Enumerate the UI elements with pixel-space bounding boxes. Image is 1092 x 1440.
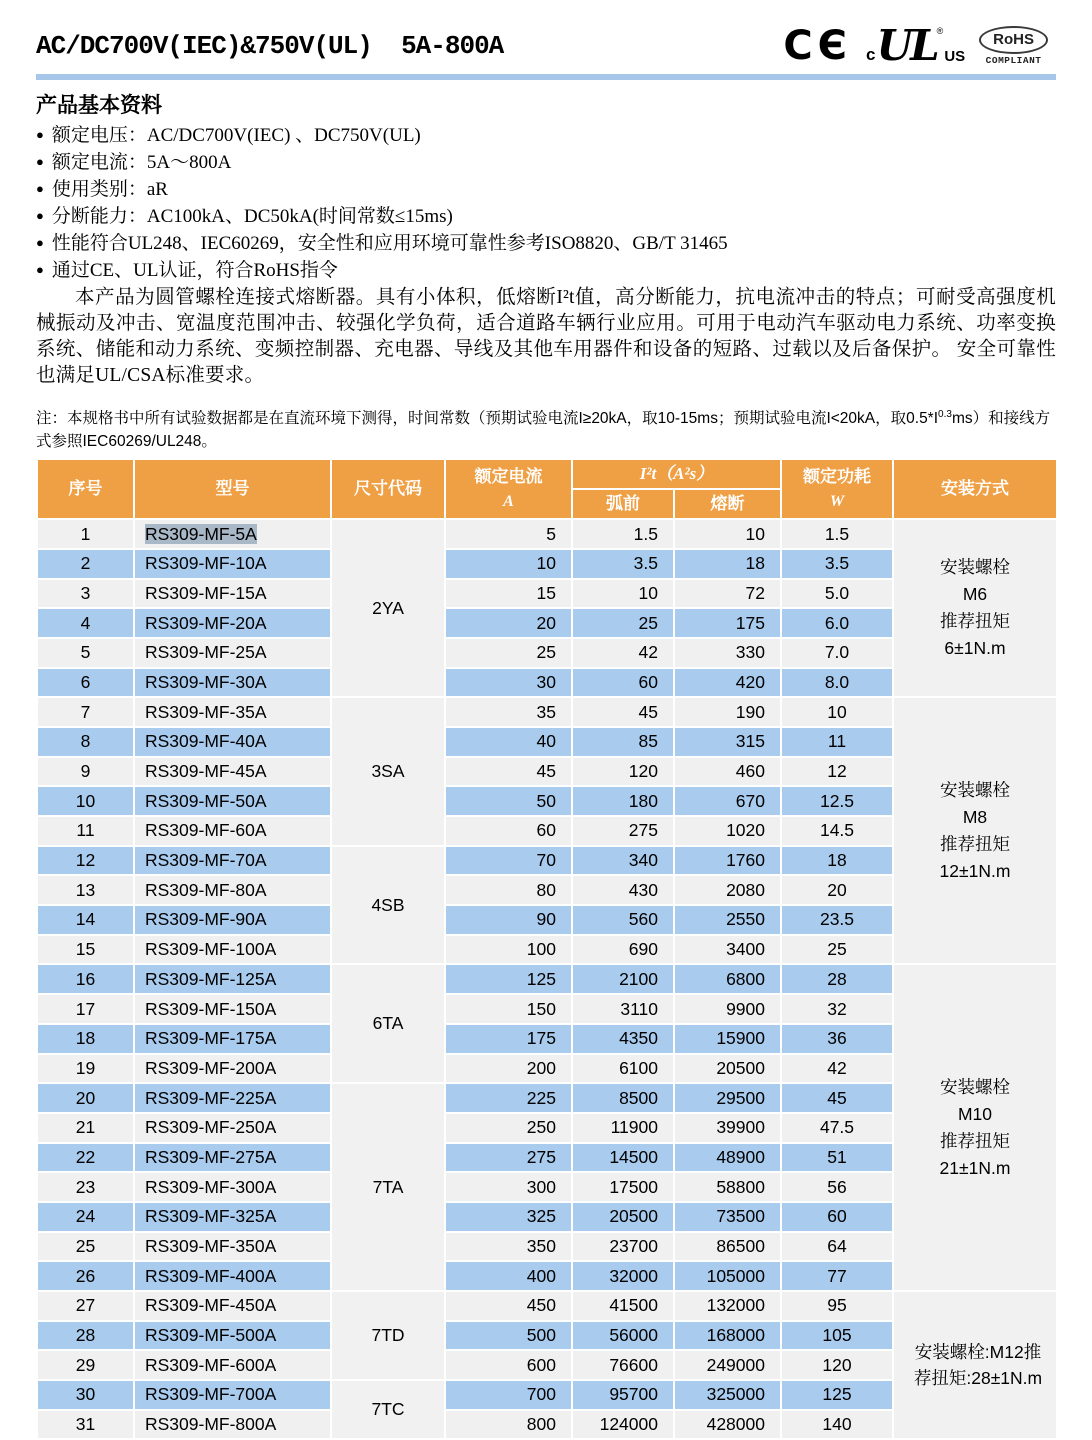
prearcing-i2t-cell: 32000 bbox=[572, 1261, 674, 1291]
rated-current-cell: 40 bbox=[445, 727, 572, 757]
melting-i2t-cell: 175 bbox=[674, 608, 781, 638]
list-item bbox=[36, 177, 1056, 204]
rated-power-cell: 28 bbox=[781, 964, 893, 994]
serial-cell: 29 bbox=[37, 1350, 134, 1380]
melting-i2t-cell: 2550 bbox=[674, 905, 781, 935]
melting-i2t-cell: 3400 bbox=[674, 935, 781, 965]
col-header-melting: 熔断 bbox=[674, 489, 781, 519]
model-cell bbox=[134, 1261, 331, 1291]
mounting-line: 安装螺栓 bbox=[940, 557, 1010, 578]
model-cell bbox=[134, 905, 331, 935]
prearcing-i2t-cell: 3.5 bbox=[572, 549, 674, 579]
rated-power-cell: 45 bbox=[781, 1083, 893, 1113]
melting-i2t-cell: 10 bbox=[674, 519, 781, 549]
melting-i2t-cell: 72 bbox=[674, 579, 781, 609]
model-text: RS309-MF-15A bbox=[145, 582, 267, 603]
serial-cell: 28 bbox=[37, 1321, 134, 1351]
rated-current-cell: 10 bbox=[445, 549, 572, 579]
serial-cell: 15 bbox=[37, 935, 134, 965]
mounting-line: 12±1N.m bbox=[939, 860, 1011, 881]
serial-cell: 16 bbox=[37, 964, 134, 994]
melting-i2t-cell: 15900 bbox=[674, 1024, 781, 1054]
rohs-compliant-icon: RoHS COMPLIANT bbox=[979, 26, 1048, 66]
prearcing-i2t-cell: 60 bbox=[572, 668, 674, 698]
rated-power-cell: 56 bbox=[781, 1172, 893, 1202]
model-cell bbox=[134, 786, 331, 816]
rated-current-cell: 100 bbox=[445, 935, 572, 965]
prearcing-i2t-cell: 14500 bbox=[572, 1143, 674, 1173]
melting-i2t-cell: 6800 bbox=[674, 964, 781, 994]
model-text: RS309-MF-20A bbox=[145, 612, 267, 633]
list-item bbox=[36, 231, 1056, 258]
spec-table bbox=[36, 458, 1058, 1440]
rated-power-cell: 32 bbox=[781, 994, 893, 1024]
rated-current-cell: 325 bbox=[445, 1202, 572, 1232]
serial-cell: 1 bbox=[37, 519, 134, 549]
melting-i2t-cell: 460 bbox=[674, 757, 781, 787]
melting-i2t-cell: 18 bbox=[674, 549, 781, 579]
rated-current-cell: 400 bbox=[445, 1261, 572, 1291]
model-cell bbox=[134, 1024, 331, 1054]
model-text: RS309-MF-275A bbox=[145, 1146, 277, 1167]
model-text: RS309-MF-300A bbox=[145, 1176, 277, 1197]
col-header-rated-current: 额定电流 A bbox=[445, 459, 572, 519]
spec-table-body bbox=[37, 519, 1057, 1439]
model-cell bbox=[134, 757, 331, 787]
model-cell bbox=[134, 1143, 331, 1173]
list-item bbox=[36, 150, 1056, 177]
list-item bbox=[36, 123, 1056, 150]
model-cell bbox=[134, 1172, 331, 1202]
size-code-cell: 7TC bbox=[331, 1380, 445, 1439]
prearcing-i2t-cell: 1.5 bbox=[572, 519, 674, 549]
model-cell bbox=[134, 875, 331, 905]
serial-cell: 23 bbox=[37, 1172, 134, 1202]
bullet-text: 通过CE、UL认证，符合RoHS指令 bbox=[51, 260, 338, 281]
model-text: RS309-MF-325A bbox=[145, 1206, 277, 1227]
serial-cell: 27 bbox=[37, 1291, 134, 1321]
melting-i2t-cell: 105000 bbox=[674, 1261, 781, 1291]
prearcing-i2t-cell: 124000 bbox=[572, 1410, 674, 1440]
size-code-cell: 7TD bbox=[331, 1291, 445, 1380]
rated-power-cell: 20 bbox=[781, 875, 893, 905]
col-header-rated-power: 额定功耗 W bbox=[781, 459, 893, 519]
bullet-icon: ● bbox=[36, 127, 44, 142]
model-cell bbox=[134, 519, 331, 549]
prearcing-i2t-cell: 3110 bbox=[572, 994, 674, 1024]
serial-cell: 2 bbox=[37, 549, 134, 579]
mounting-cell bbox=[893, 964, 1057, 1291]
mounting-line: 推荐扭矩 bbox=[940, 611, 1010, 632]
rated-power-cell: 23.5 bbox=[781, 905, 893, 935]
page-header bbox=[36, 22, 1056, 70]
melting-i2t-cell: 73500 bbox=[674, 1202, 781, 1232]
melting-i2t-cell: 168000 bbox=[674, 1321, 781, 1351]
certification-logos bbox=[783, 21, 1056, 70]
model-cell bbox=[134, 1321, 331, 1351]
rated-power-cell: 105 bbox=[781, 1321, 893, 1351]
rated-power-cell: 7.0 bbox=[781, 638, 893, 668]
serial-cell: 30 bbox=[37, 1380, 134, 1410]
model-cell bbox=[134, 608, 331, 638]
rated-current-cell: 35 bbox=[445, 697, 572, 727]
melting-i2t-cell: 428000 bbox=[674, 1410, 781, 1440]
melting-i2t-cell: 20500 bbox=[674, 1054, 781, 1084]
model-text: RS309-MF-10A bbox=[145, 553, 267, 574]
selected-model-text: RS309-MF-5A bbox=[145, 523, 257, 544]
bullet-icon: ● bbox=[36, 181, 44, 196]
mounting-line: 21±1N.m bbox=[939, 1157, 1011, 1178]
melting-i2t-cell: 58800 bbox=[674, 1172, 781, 1202]
model-cell bbox=[134, 638, 331, 668]
bullet-icon: ● bbox=[36, 154, 44, 169]
prearcing-i2t-cell: 45 bbox=[572, 697, 674, 727]
model-text: RS309-MF-25A bbox=[145, 642, 267, 663]
rated-current-cell: 150 bbox=[445, 994, 572, 1024]
rated-power-cell: 11 bbox=[781, 727, 893, 757]
serial-cell: 6 bbox=[37, 668, 134, 698]
rated-power-cell: 14.5 bbox=[781, 816, 893, 846]
bullet-icon: ● bbox=[36, 208, 44, 223]
melting-i2t-cell: 86500 bbox=[674, 1232, 781, 1262]
model-cell bbox=[134, 549, 331, 579]
model-text: RS309-MF-35A bbox=[145, 701, 267, 722]
page-title: AC/DC700V(IEC)&750V(UL) 5A-800A bbox=[36, 31, 504, 61]
prearcing-i2t-cell: 340 bbox=[572, 846, 674, 876]
prearcing-i2t-cell: 6100 bbox=[572, 1054, 674, 1084]
prearcing-i2t-cell: 275 bbox=[572, 816, 674, 846]
model-text: RS309-MF-50A bbox=[145, 790, 267, 811]
rated-current-cell: 600 bbox=[445, 1350, 572, 1380]
prearcing-i2t-cell: 11900 bbox=[572, 1113, 674, 1143]
model-cell bbox=[134, 1232, 331, 1262]
rated-power-cell: 1.5 bbox=[781, 519, 893, 549]
rated-current-cell: 700 bbox=[445, 1380, 572, 1410]
model-text: RS309-MF-175A bbox=[145, 1028, 277, 1049]
model-cell bbox=[134, 964, 331, 994]
prearcing-i2t-cell: 560 bbox=[572, 905, 674, 935]
bullet-text: 分断能力：AC100kA、DC50kA(时间常数≤15ms) bbox=[51, 206, 453, 227]
model-cell bbox=[134, 697, 331, 727]
table-row bbox=[37, 519, 1057, 549]
rated-current-cell: 45 bbox=[445, 757, 572, 787]
serial-cell: 17 bbox=[37, 994, 134, 1024]
rated-current-cell: 175 bbox=[445, 1024, 572, 1054]
col-header-mounting: 安装方式 bbox=[893, 459, 1057, 519]
mounting-line: 6±1N.m bbox=[944, 638, 1006, 659]
rated-power-cell: 60 bbox=[781, 1202, 893, 1232]
serial-cell: 25 bbox=[37, 1232, 134, 1262]
rated-current-cell: 450 bbox=[445, 1291, 572, 1321]
col-header-i2t: I²t（A²s） bbox=[572, 459, 781, 489]
model-cell bbox=[134, 1410, 331, 1440]
mounting-line: M10 bbox=[957, 1103, 993, 1124]
model-cell bbox=[134, 668, 331, 698]
rated-current-cell: 90 bbox=[445, 905, 572, 935]
model-text: RS309-MF-70A bbox=[145, 850, 267, 871]
rated-power-cell: 3.5 bbox=[781, 549, 893, 579]
rated-power-cell: 120 bbox=[781, 1350, 893, 1380]
table-row bbox=[37, 964, 1057, 994]
bullet-text: 额定电流：5A～800A bbox=[51, 152, 232, 173]
list-item bbox=[36, 258, 1056, 285]
mounting-cell bbox=[893, 697, 1057, 964]
model-cell bbox=[134, 1380, 331, 1410]
prearcing-i2t-cell: 430 bbox=[572, 875, 674, 905]
prearcing-i2t-cell: 8500 bbox=[572, 1083, 674, 1113]
col-header-prearcing: 弧前 bbox=[572, 489, 674, 519]
col-header-model: 型号 bbox=[134, 459, 331, 519]
rated-current-cell: 30 bbox=[445, 668, 572, 698]
note-part1: 注：本规格书中所有试验数据都是在直流环境下测得，时间常数（预期试验电流I≥20kA，取10-15ms；预期试验电流I<20kA，取0.5*I bbox=[36, 410, 939, 428]
prearcing-i2t-cell: 180 bbox=[572, 786, 674, 816]
model-cell bbox=[134, 1054, 331, 1084]
rated-current-cell: 15 bbox=[445, 579, 572, 609]
rated-current-cell: 800 bbox=[445, 1410, 572, 1440]
bullet-icon: ● bbox=[36, 235, 44, 250]
model-text: RS309-MF-40A bbox=[145, 731, 267, 752]
mounting-line: M8 bbox=[962, 806, 988, 827]
serial-cell: 24 bbox=[37, 1202, 134, 1232]
serial-cell: 21 bbox=[37, 1113, 134, 1143]
model-text: RS309-MF-60A bbox=[145, 820, 267, 841]
mounting-line: 推荐扭矩 bbox=[940, 1130, 1010, 1151]
serial-cell: 12 bbox=[37, 846, 134, 876]
model-text: RS309-MF-350A bbox=[145, 1236, 277, 1256]
datasheet-page bbox=[0, 22, 1092, 1440]
rated-power-cell: 77 bbox=[781, 1261, 893, 1291]
size-code-cell: 7TA bbox=[331, 1083, 445, 1291]
rated-power-cell: 42 bbox=[781, 1054, 893, 1084]
serial-cell: 7 bbox=[37, 697, 134, 727]
model-cell bbox=[134, 1202, 331, 1232]
melting-i2t-cell: 9900 bbox=[674, 994, 781, 1024]
model-cell bbox=[134, 727, 331, 757]
test-condition-note bbox=[36, 403, 1056, 453]
rated-current-cell: 250 bbox=[445, 1113, 572, 1143]
model-text: RS309-MF-450A bbox=[145, 1295, 277, 1316]
serial-cell: 3 bbox=[37, 579, 134, 609]
prearcing-i2t-cell: 4350 bbox=[572, 1024, 674, 1054]
melting-i2t-cell: 315 bbox=[674, 727, 781, 757]
model-cell bbox=[134, 846, 331, 876]
cul-us-mark-icon: c UL ® US bbox=[866, 21, 966, 70]
model-text: RS309-MF-800A bbox=[145, 1414, 277, 1435]
model-text: RS309-MF-700A bbox=[145, 1384, 277, 1405]
model-text: RS309-MF-90A bbox=[145, 909, 267, 930]
serial-cell: 31 bbox=[37, 1410, 134, 1440]
prearcing-i2t-cell: 690 bbox=[572, 935, 674, 965]
melting-i2t-cell: 330 bbox=[674, 638, 781, 668]
model-text: RS309-MF-30A bbox=[145, 671, 267, 692]
model-cell bbox=[134, 935, 331, 965]
spec-table-header bbox=[37, 459, 1057, 519]
note-part2: ms）和接线方式参照IEC60269/UL248。 bbox=[36, 410, 1051, 451]
mounting-line: 推荐扭矩 bbox=[940, 833, 1010, 854]
rated-power-cell: 140 bbox=[781, 1410, 893, 1440]
section-heading: 产品基本资料 bbox=[36, 93, 162, 117]
prearcing-i2t-cell: 25 bbox=[572, 608, 674, 638]
prearcing-i2t-cell: 23700 bbox=[572, 1232, 674, 1262]
prearcing-i2t-cell: 20500 bbox=[572, 1202, 674, 1232]
rated-power-cell: 6.0 bbox=[781, 608, 893, 638]
model-text: RS309-MF-125A bbox=[145, 968, 277, 989]
bullet-icon: ● bbox=[36, 262, 44, 277]
serial-cell: 22 bbox=[37, 1143, 134, 1173]
melting-i2t-cell: 29500 bbox=[674, 1083, 781, 1113]
rated-power-cell: 5.0 bbox=[781, 579, 893, 609]
prearcing-i2t-cell: 120 bbox=[572, 757, 674, 787]
model-cell bbox=[134, 1350, 331, 1380]
mounting-cell bbox=[893, 519, 1057, 697]
rated-current-cell: 5 bbox=[445, 519, 572, 549]
prearcing-i2t-cell: 10 bbox=[572, 579, 674, 609]
model-cell bbox=[134, 579, 331, 609]
rated-current-cell: 25 bbox=[445, 638, 572, 668]
rated-current-cell: 125 bbox=[445, 964, 572, 994]
bullet-text: 额定电压：AC/DC700V(IEC) 、DC750V(UL) bbox=[51, 125, 421, 146]
mounting-line: M6 bbox=[962, 584, 988, 605]
melting-i2t-cell: 1020 bbox=[674, 816, 781, 846]
melting-i2t-cell: 249000 bbox=[674, 1350, 781, 1380]
mounting-line: 安装螺栓:M12推 bbox=[914, 1342, 1042, 1363]
rated-power-cell: 125 bbox=[781, 1380, 893, 1410]
serial-cell: 9 bbox=[37, 757, 134, 787]
list-item bbox=[36, 204, 1056, 231]
ce-mark-icon: CЄ bbox=[783, 23, 853, 69]
model-text: RS309-MF-100A bbox=[145, 939, 277, 960]
rated-power-cell: 51 bbox=[781, 1143, 893, 1173]
spec-bullet-list bbox=[36, 123, 1056, 285]
rated-power-cell: 47.5 bbox=[781, 1113, 893, 1143]
rated-current-cell: 225 bbox=[445, 1083, 572, 1113]
rated-power-cell: 10 bbox=[781, 697, 893, 727]
rated-power-cell: 36 bbox=[781, 1024, 893, 1054]
model-text: RS309-MF-600A bbox=[145, 1354, 277, 1375]
model-cell bbox=[134, 1113, 331, 1143]
size-code-cell: 4SB bbox=[331, 846, 445, 965]
melting-i2t-cell: 420 bbox=[674, 668, 781, 698]
rated-current-cell: 70 bbox=[445, 846, 572, 876]
mounting-line: 荐扭矩:28±1N.m bbox=[913, 1368, 1043, 1389]
rated-power-cell: 95 bbox=[781, 1291, 893, 1321]
size-code-cell: 2YA bbox=[331, 519, 445, 697]
model-cell bbox=[134, 816, 331, 846]
mounting-line: 安装螺栓 bbox=[940, 1076, 1010, 1097]
rated-current-cell: 200 bbox=[445, 1054, 572, 1084]
rated-power-cell: 18 bbox=[781, 846, 893, 876]
rated-power-cell: 8.0 bbox=[781, 668, 893, 698]
header-divider bbox=[36, 74, 1056, 80]
melting-i2t-cell: 1760 bbox=[674, 846, 781, 876]
melting-i2t-cell: 325000 bbox=[674, 1380, 781, 1410]
rated-power-cell: 25 bbox=[781, 935, 893, 965]
prearcing-i2t-cell: 76600 bbox=[572, 1350, 674, 1380]
serial-cell: 5 bbox=[37, 638, 134, 668]
prearcing-i2t-cell: 56000 bbox=[572, 1321, 674, 1351]
prearcing-i2t-cell: 2100 bbox=[572, 964, 674, 994]
model-text: RS309-MF-225A bbox=[145, 1087, 277, 1108]
rated-current-cell: 80 bbox=[445, 875, 572, 905]
model-text: RS309-MF-400A bbox=[145, 1265, 277, 1286]
rated-current-cell: 350 bbox=[445, 1232, 572, 1262]
serial-cell: 18 bbox=[37, 1024, 134, 1054]
model-text: RS309-MF-200A bbox=[145, 1057, 277, 1078]
size-code-cell: 6TA bbox=[331, 964, 445, 1083]
model-text: RS309-MF-45A bbox=[145, 761, 267, 781]
melting-i2t-cell: 670 bbox=[674, 786, 781, 816]
product-description: 本产品为圆管螺栓连接式熔断器。具有小体积，低熔断I²t值，高分断能力，抗电流冲击的特点；可耐受高强度机械振动及冲击、宽温度范围冲击、较强化学负荷，适合道路车辆行业应用。可用于电动汽车驱动电力系统、功率变换系统、储能和动力系统、变频控制器、充电器、导线及其他车用器件和设备的短路、过载以及后备保护。 安全可靠性也满足UL/CSA标准要求。 bbox=[36, 287, 1056, 386]
serial-cell: 8 bbox=[37, 727, 134, 757]
model-text: RS309-MF-250A bbox=[145, 1117, 277, 1138]
melting-i2t-cell: 39900 bbox=[674, 1113, 781, 1143]
mounting-line: 安装螺栓 bbox=[940, 779, 1010, 800]
rated-current-cell: 300 bbox=[445, 1172, 572, 1202]
table-row bbox=[37, 1291, 1057, 1321]
serial-cell: 19 bbox=[37, 1054, 134, 1084]
melting-i2t-cell: 48900 bbox=[674, 1143, 781, 1173]
col-header-no: 序号 bbox=[37, 459, 134, 519]
model-text: RS309-MF-500A bbox=[145, 1325, 277, 1346]
rated-power-cell: 64 bbox=[781, 1232, 893, 1262]
bullet-text: 性能符合UL248、IEC60269，安全性和应用环境可靠性参考ISO8820、GB/T 31465 bbox=[51, 233, 728, 254]
rated-current-cell: 20 bbox=[445, 608, 572, 638]
serial-cell: 20 bbox=[37, 1083, 134, 1113]
col-header-size-code: 尺寸代码 bbox=[331, 459, 445, 519]
serial-cell: 26 bbox=[37, 1261, 134, 1291]
serial-cell: 4 bbox=[37, 608, 134, 638]
melting-i2t-cell: 132000 bbox=[674, 1291, 781, 1321]
serial-cell: 14 bbox=[37, 905, 134, 935]
model-text: RS309-MF-150A bbox=[145, 998, 277, 1019]
rated-current-cell: 275 bbox=[445, 1143, 572, 1173]
size-code-cell: 3SA bbox=[331, 697, 445, 845]
model-cell bbox=[134, 1291, 331, 1321]
rated-current-cell: 50 bbox=[445, 786, 572, 816]
rated-power-cell: 12.5 bbox=[781, 786, 893, 816]
rated-current-cell: 500 bbox=[445, 1321, 572, 1351]
mounting-cell bbox=[893, 1291, 1057, 1439]
melting-i2t-cell: 190 bbox=[674, 697, 781, 727]
prearcing-i2t-cell: 85 bbox=[572, 727, 674, 757]
prearcing-i2t-cell: 41500 bbox=[572, 1291, 674, 1321]
model-cell bbox=[134, 1083, 331, 1113]
model-text: RS309-MF-80A bbox=[145, 879, 267, 900]
prearcing-i2t-cell: 42 bbox=[572, 638, 674, 668]
serial-cell: 10 bbox=[37, 786, 134, 816]
rated-power-cell: 12 bbox=[781, 757, 893, 787]
note-superscript: 0.3 bbox=[938, 409, 952, 420]
table-row bbox=[37, 697, 1057, 727]
serial-cell: 13 bbox=[37, 875, 134, 905]
prearcing-i2t-cell: 95700 bbox=[572, 1380, 674, 1410]
serial-cell: 11 bbox=[37, 816, 134, 846]
model-cell bbox=[134, 994, 331, 1024]
bullet-text: 使用类别：aR bbox=[51, 179, 168, 200]
melting-i2t-cell: 2080 bbox=[674, 875, 781, 905]
rated-current-cell: 60 bbox=[445, 816, 572, 846]
prearcing-i2t-cell: 17500 bbox=[572, 1172, 674, 1202]
